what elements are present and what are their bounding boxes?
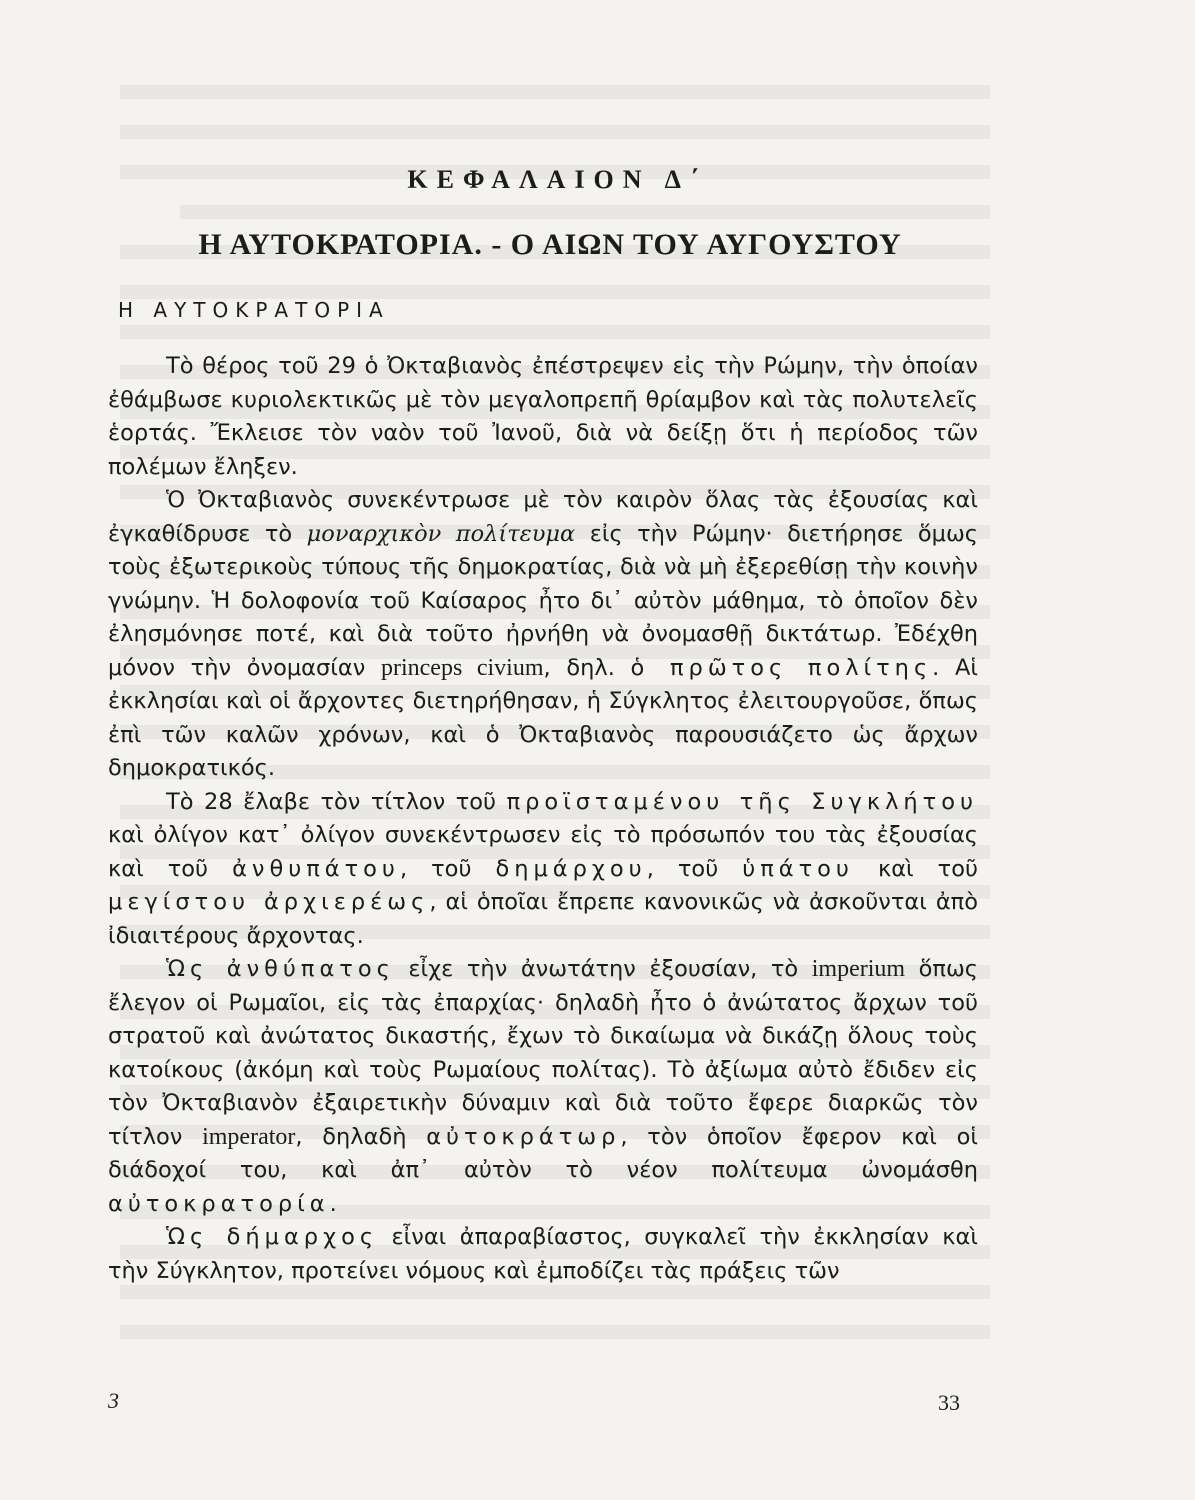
page-number: 33 [938,1390,960,1415]
paragraph-2 [108,484,978,786]
text-run: καὶ ὀλίγον κατ᾽ ὀλίγον συνεκέντρωσεν εἰς τὸ πρόσωπόν του τὰς ἐξουσίας καὶ τοῦ [108,822,978,882]
text-run: εἶναι ἀπαραβίαστος, συγκαλεῖ τὴν ἐκκλησίαν καὶ τὴν Σύγκλητον, προτείνει νόμους καὶ ἐμποδίζει τὰς πράξεις τῶν [108,1224,978,1284]
emphasis-spaced: Ὡς ἀνθύπατος [166,956,395,982]
emphasis-spaced: αὐτοκράτωρ [426,1123,621,1150]
text-run: εἶχε τὴν ἀνωτάτην ἐξουσίαν, τὸ [394,956,812,982]
body-text [108,350,978,1288]
latin-term: princeps civium [380,654,544,681]
signature-mark: 3 [108,1388,119,1413]
text-run: . [329,1190,337,1217]
emphasis-spaced: δημάρχου [495,855,647,882]
emphasis-spaced: Ὡς δήμαρχος [166,1224,379,1250]
paragraph-4 [108,953,978,1221]
emphasis-spaced: ὁ πρῶτος πολίτης [630,654,933,681]
text-run: , τοῦ [399,855,496,882]
text-run: Ὁ Ὀκταβιανὸς συνεκέντρωσε μὲ τὸν καιρὸν ὅλας τὰς ἐξουσίας καὶ ἐγκαθίδρυσε τὸ [108,487,978,547]
text-run: . Αἱ ἐκκλησίαι καὶ οἱ ἄρχοντες διετηρήθησαν, ἡ Σύγκλητος ἐλειτουργοῦσε, ὅπως ἐπὶ τῶν καλῶν χρόνων, καὶ ὁ Ὀκταβιανὸς παρουσιάζετο ὡς ἄρχων δημοκρατικός. [108,654,979,781]
text-run: , αἱ ὁποῖαι ἔπρεπε κανονικῶς νὰ ἀσκοῦνται ἀπὸ ἰδιαιτέρους ἄρχοντας. [108,889,978,949]
latin-term: imperator [202,1123,296,1150]
emphasis-spaced: ὑπάτου [742,855,854,882]
paragraph-5 [108,1221,978,1288]
emphasis-spaced: προϊσταμένου τῆς Συγκλήτου [506,788,978,815]
text-run: , δηλαδὴ [295,1123,427,1150]
paragraph-1: Τὸ θέρος τοῦ 29 ὁ Ὀκταβιανὸς ἐπέστρεψεν εἰς τὴν Ρώμην, τὴν ὁποίαν ἐθάμβωσε κυριολεκτικῶς μὲ τὸν μεγαλοπρεπῆ θρίαμβον καὶ τὰς πολυτελεῖς ἑορτάς. Ἔκλεισε τὸν ναὸν τοῦ Ἰανοῦ, διὰ νὰ δείξῃ ὅτι ἡ περίοδος τῶν πολέμων ἔληξεν. [108,353,978,480]
text-run: ὅπως ἔλεγον οἱ Ρωμαῖοι, εἰς τὰς ἐπαρχίας· δηλαδὴ ἦτο ὁ ἀνώτατος ἄρχων τοῦ στρατοῦ καὶ ἀνώτατος δικαστής, ἔχων τὸ δικαίωμα νὰ δικάζῃ ὅλους τοὺς κατοίκους (ἀκόμη καὶ τοὺς Ρωμαίους πολίτας). Τὸ ἀξίωμα αὐτὸ ἔδιδεν εἰς τὸν Ὀκταβιανὸν ἐξαιρετικὴν δύναμιν καὶ διὰ τοῦτο ἔφερε διαρκῶς τὸν τίτλον [108,956,978,1150]
section-heading: Η ΑΥΤΟΚΡΑΤΟΡΙΑ [118,298,390,322]
emphasis-spaced: αὐτοκρατορία [108,1190,330,1217]
chapter-label: ΚΕΦΑΛΑΙΟΝ Δ΄ [407,165,708,194]
text-run: εἰς τὴν Ρώμην· διετήρησε ὅμως τοὺς ἐξωτερικοὺς τύπους τῆς δημοκρατίας, διὰ νὰ μὴ ἐξερεθίσῃ τὴν κοινὴν γνώμην. Ἡ δολοφονία τοῦ Καίσαρος ἦτο δι᾽ αὐτὸν μάθημα, τὸ ὁποῖον δὲν ἐλησμόνησε ποτέ, καὶ διὰ τοῦτο ἠρνήθη νὰ ὀνομασθῇ δικτάτωρ. Ἐδέχθη μόνον τὴν ὀνομασίαν [108,520,978,681]
latin-term: imperium [811,956,906,982]
emphasis-italic: μοναρχικὸν πολίτευμα [306,520,576,547]
chapter-title: Η ΑΥΤΟΚΡΑΤΟΡΙΑ. - Ο ΑΙΩΝ ΤΟΥ ΑΥΓΟΥΣΤΟΥ [198,228,902,261]
text-run: , δηλ. [543,654,631,681]
text-run: , τοῦ [646,855,743,882]
paragraph-3 [108,786,978,954]
text-run: Τὸ 28 ἔλαβε τὸν τίτλον τοῦ [166,788,507,815]
emphasis-spaced: ἀνθυπάτου [232,855,400,882]
text-run: , τὸν ὁποῖον ἔφερον καὶ οἱ διάδοχοί του, καὶ ἀπ᾽ αὐτὸν τὸ νέον πολίτευμα ὠνομάσθη [108,1123,978,1183]
emphasis-spaced: μεγίστου ἀρχιερέως [108,889,430,915]
text-run: καὶ τοῦ [853,855,979,882]
